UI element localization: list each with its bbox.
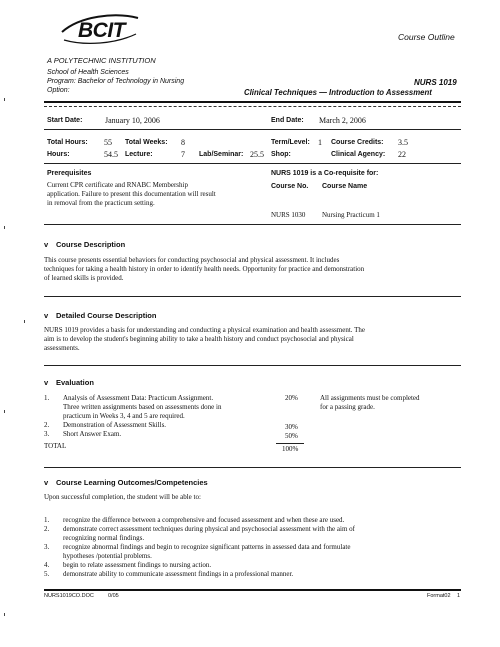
eval-item-num: 1. bbox=[44, 394, 50, 402]
bcit-logo bbox=[60, 10, 140, 50]
dates-rule bbox=[44, 129, 461, 130]
bullet-icon: v bbox=[44, 311, 49, 320]
outcome-text: demonstrate ability to communicate assessment findings in a professional manner. bbox=[63, 570, 294, 578]
eval-item-num: 2. bbox=[44, 421, 50, 429]
logo-subtitle: A POLYTECHNIC INSTITUTION bbox=[47, 56, 156, 65]
outcomes-intro: Upon successful completion, the student will be able to: bbox=[44, 493, 201, 501]
prereq-rule bbox=[44, 224, 461, 225]
scan-mark bbox=[4, 410, 5, 413]
eval-item-text: practicum in Weeks 3, 4 and 5 are required. bbox=[63, 412, 185, 420]
eval-item-text: Analysis of Assessment Data: Practicum Assignment. bbox=[63, 394, 214, 402]
eval-item-pct: 50% bbox=[285, 432, 298, 440]
scan-mark bbox=[4, 98, 5, 101]
clinical-value: 22 bbox=[398, 150, 406, 159]
detailed-line-3: assessments. bbox=[44, 344, 80, 352]
prereq-text-2: application. Failure to present this documentation will result bbox=[47, 190, 216, 198]
course-title: Clinical Techniques — Introduction to Assessment bbox=[244, 88, 432, 97]
outcome-text: recognize the difference between a comprehensive and focused assessment and when these are used. bbox=[63, 516, 345, 524]
total-hours-label: Total Hours: bbox=[47, 139, 88, 146]
footer-rule bbox=[44, 589, 461, 591]
hours-label: Hours: bbox=[47, 151, 70, 158]
eval-item-text: Demonstration of Assessment Skills. bbox=[63, 421, 167, 429]
course-description-heading: v Course Description bbox=[44, 240, 126, 249]
scan-mark bbox=[24, 320, 25, 323]
lab-value: 25.5 bbox=[250, 150, 264, 159]
footer-format: Format02 bbox=[427, 593, 451, 599]
footer-filename: NURS1019CO.DOC bbox=[44, 593, 94, 599]
lecture-value: 7 bbox=[181, 150, 185, 159]
outcomes-heading: v Course Learning Outcomes/Competencies bbox=[44, 478, 208, 487]
header-rule-dashed bbox=[44, 106, 461, 107]
eval-item-pct: 30% bbox=[285, 423, 298, 431]
outcome-text: recognizing normal findings. bbox=[63, 534, 145, 542]
eval-item-num: 3. bbox=[44, 430, 50, 438]
clinical-label: Clinical Agency: bbox=[331, 151, 386, 158]
coreq-col-no: Course No. bbox=[271, 183, 309, 190]
description-rule bbox=[44, 296, 461, 297]
coreq-col-name: Course Name bbox=[322, 183, 368, 190]
start-date-value: January 10, 2006 bbox=[105, 116, 160, 125]
credits-value: 3.5 bbox=[398, 138, 408, 147]
end-date-label: End Date: bbox=[271, 117, 304, 124]
prereq-text-1: Current CPR certificate and RNABC Membership bbox=[47, 181, 188, 189]
scan-mark bbox=[4, 226, 5, 229]
shop-label: Shop: bbox=[271, 151, 291, 158]
outcome-num: 5. bbox=[44, 570, 50, 578]
logo-text: BCIT bbox=[78, 19, 125, 42]
eval-total-label: TOTAL bbox=[44, 442, 67, 450]
outcome-num: 4. bbox=[44, 561, 50, 569]
school: School of Health Sciences bbox=[47, 69, 129, 76]
total-weeks-label: Total Weeks: bbox=[125, 139, 168, 146]
eval-item-text: Short Answer Exam. bbox=[63, 430, 122, 438]
option: Option: bbox=[47, 87, 70, 94]
term-value: 1 bbox=[318, 138, 322, 147]
outcome-num: 2. bbox=[44, 525, 50, 533]
coreq-no: NURS 1030 bbox=[271, 211, 306, 219]
eval-note-2: for a passing grade. bbox=[320, 403, 375, 411]
bullet-icon: v bbox=[44, 478, 49, 487]
prereq-label: Prerequisites bbox=[47, 170, 92, 177]
bullet-icon: v bbox=[44, 378, 49, 387]
scan-mark bbox=[4, 613, 5, 616]
description-line-3: of learned skills is provided. bbox=[44, 274, 124, 282]
outcome-num: 3. bbox=[44, 543, 50, 551]
evaluation-heading: v Evaluation bbox=[44, 378, 94, 387]
detailed-line-1: NURS 1019 provides a basis for understanding and conducting a physical examination and health assessment. The bbox=[44, 326, 366, 334]
program: Program: Bachelor of Technology in Nursing bbox=[47, 78, 185, 85]
header-rule bbox=[44, 101, 461, 103]
end-date-value: March 2, 2006 bbox=[319, 116, 366, 125]
outcome-text: hypotheses /potential problems. bbox=[63, 552, 152, 560]
detailed-line-2: aim is to develop the student's beginning ability to take a health history and conduct psychosocial and physical bbox=[44, 335, 354, 343]
hours-rule bbox=[44, 163, 461, 164]
footer-tag: 0/05 bbox=[108, 593, 119, 599]
term-label: Term/Level: bbox=[271, 139, 310, 146]
eval-item-text: Three written assignments based on assessments done in bbox=[63, 403, 222, 411]
credits-label: Course Credits: bbox=[331, 139, 384, 146]
description-line-2: techniques for taking a health history in order to identify health needs. Opportunity for practice and demonstration bbox=[44, 265, 365, 273]
lab-label: Lab/Seminar: bbox=[199, 151, 244, 158]
detailed-description-heading: v Detailed Course Description bbox=[44, 311, 157, 320]
outcome-text: begin to relate assessment findings to nursing action. bbox=[63, 561, 212, 569]
lecture-label: Lecture: bbox=[125, 151, 153, 158]
course-code: NURS 1019 bbox=[414, 78, 457, 87]
description-line-1: This course presents essential behaviors for conducting psychosocial and physical assessment. It includes bbox=[44, 256, 340, 264]
eval-item-pct: 20% bbox=[285, 394, 298, 402]
eval-note-1: All assignments must be completed bbox=[320, 394, 420, 402]
total-hours-value: 55 bbox=[104, 138, 112, 147]
start-date-label: Start Date: bbox=[47, 117, 83, 124]
outcome-text: demonstrate correct assessment techniques during physical and psychosocial assessment with the aim of bbox=[63, 525, 355, 533]
coreq-name: Nursing Practicum 1 bbox=[322, 211, 380, 219]
detailed-rule bbox=[44, 365, 461, 366]
doc-type: Course Outline bbox=[398, 32, 455, 42]
bullet-icon: v bbox=[44, 240, 49, 249]
footer-page-number: 1 bbox=[457, 593, 461, 599]
eval-total-rule bbox=[276, 443, 304, 444]
outcome-num: 1. bbox=[44, 516, 50, 524]
evaluation-rule bbox=[44, 467, 461, 468]
hours-value: 54.5 bbox=[104, 150, 118, 159]
eval-total-value: 100% bbox=[282, 445, 299, 453]
prereq-text-3: in removal from the practicum setting. bbox=[47, 199, 155, 207]
outcome-text: recognize abnormal findings and begin to recognize significant patterns in assessed data and formulate bbox=[63, 543, 351, 551]
coreq-label: NURS 1019 is a Co-requisite for: bbox=[271, 170, 379, 177]
total-weeks-value: 8 bbox=[181, 138, 185, 147]
